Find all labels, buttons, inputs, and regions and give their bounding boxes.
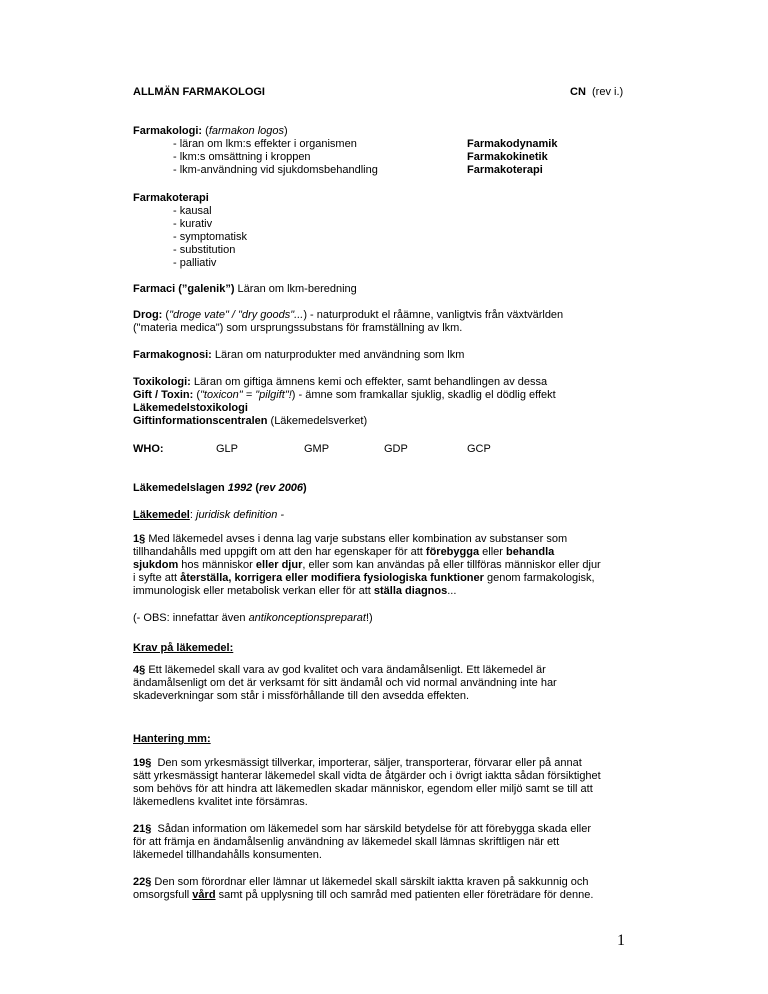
p1-text: i syfte att — [133, 572, 181, 584]
farmaci-section — [133, 283, 633, 296]
paragraph-22 — [133, 876, 633, 902]
term-farmakokinetik: Farmakokinetik — [467, 151, 548, 163]
paragraph-number: 4§ — [133, 664, 146, 676]
p1-text: genom farmakologisk, — [483, 572, 595, 584]
drog-section: Drog: ("droge vate" / "dry goods"...) - naturprodukt el råämne, vanligtvis från växtvärlden ("materia medica") som ursprungssubstans för framställning av lkm. — [133, 309, 633, 335]
farmakologi-item: - lkm:s omsättning i kroppen — [173, 151, 311, 163]
krav-heading-text: Krav på läkemedel: — [133, 642, 234, 654]
lakemedelstoxikologi-term: Läkemedelstoxikologi — [133, 402, 248, 414]
p1-emphasis: behandla — [506, 546, 555, 558]
farmakoterapi-item: - kurativ — [173, 218, 213, 230]
farmakognosi-section — [133, 349, 633, 362]
hantering-heading-text: Hantering mm: — [133, 733, 211, 745]
drog-term: Drog: — [133, 309, 163, 321]
rev-open-paren: ( — [255, 482, 259, 494]
p19-line: läkemedlens kvalitet inte försämras. — [133, 796, 308, 808]
rev-close-paren: ) — [303, 482, 307, 494]
farmakologi-item: - lkm-användning vid sjukdomsbehandling — [173, 164, 378, 176]
p4-line: Ett läkemedel skall vara av god kvalitet och vara ändamålsenligt. Ett läkemedel är — [148, 664, 546, 676]
obs-note — [133, 612, 633, 625]
term-farmakoterapi: Farmakoterapi — [467, 164, 543, 176]
paragraph-number: 1§ — [133, 533, 146, 545]
lakemedelslagen-revision: rev 2006 — [259, 482, 304, 494]
farmakoterapi-term: Farmakoterapi — [133, 192, 209, 204]
paragraph-number: 19§ — [133, 757, 152, 769]
p21-line: läkemedel tillhandahålls konsumenten. — [133, 849, 322, 861]
gift-text: - ämne som framkallar sjuklig, skadlig el dödlig effekt — [298, 389, 556, 401]
p1-text: eller — [479, 546, 506, 558]
document-title: ALLMÄN FARMAKOLOGI — [133, 86, 265, 98]
p22-emphasis: vård — [192, 889, 216, 901]
giftinformationscentralen-note: (Läkemedelsverket) — [270, 415, 368, 427]
gift-quote: "toxicon" = "pilgift"! — [200, 389, 292, 401]
paragraph-1 — [133, 533, 633, 598]
drog-text-continued: ("materia medica") som ursprungssubstans för framställning av lkm. — [133, 322, 463, 334]
obs-text: !) — [365, 612, 373, 624]
hantering-heading — [133, 733, 633, 746]
farmakoterapi-section — [133, 192, 633, 270]
p4-line: ändamålsenligt om det är verksamt för sitt ändamål och vid normal användning inte har — [133, 677, 557, 689]
p1-line: Med läkemedel avses i denna lag varje substans eller kombination av substanser som — [148, 533, 568, 545]
farmakologi-etymology: farmakon logos — [208, 125, 285, 137]
obs-text: (- OBS: innefattar även — [133, 612, 249, 624]
p19-line: sätt yrkesmässigt hanterar läkemedel skall vidta de åtgärder och i övrigt iaktta sådan försiktighet — [133, 770, 601, 782]
p1-emphasis: eller djur — [255, 559, 303, 571]
drog-text: - naturprodukt el råämne, vanligtvis från växtvärlden — [310, 309, 564, 321]
farmakoterapi-item: - substitution — [173, 244, 236, 256]
paragraph-19 — [133, 757, 633, 809]
farmakologi-item: - läran om lkm:s effekter i organismen — [173, 138, 357, 150]
p22-line: Den som förordnar eller lämnar ut läkemedel skall särskilt iaktta kraven på sakkunnig och — [154, 876, 589, 888]
revision-note: (rev i.) — [592, 86, 624, 98]
p21-line: Sådan information om läkemedel som har särskild betydelse för att förebygga skada eller — [157, 823, 591, 835]
p1-text: , eller som kan användas på eller tillföras människor eller djur — [302, 559, 601, 571]
farmakoterapi-item: - palliativ — [173, 257, 217, 269]
lakemedel-term: Läkemedel — [133, 509, 190, 521]
p1-emphasis: återställa, korrigera eller modifiera fysiologiska funktioner — [180, 572, 484, 584]
p1-emphasis: ställa diagnos — [373, 585, 448, 597]
lakemedelslagen-heading — [133, 482, 633, 495]
paragraph-4 — [133, 664, 633, 703]
who-item-gcp: GCP — [467, 443, 491, 455]
lakemedelslagen-year: 1992 — [227, 482, 253, 494]
farmakognosi-term: Farmakognosi: — [133, 349, 212, 361]
p1-text: tillhandahålls med uppgift om att den har egenskaper för att — [133, 546, 426, 558]
p1-emphasis: sjukdom — [133, 559, 179, 571]
farmakoterapi-item: - kausal — [173, 205, 212, 217]
p1-text: ... — [447, 585, 457, 597]
paragraph-21 — [133, 823, 633, 862]
p1-text: immunologisk eller metabolisk verkan eller för att — [133, 585, 374, 597]
toxikologi-section: Toxikologi: Läran om giftiga ämnens kemi och effekter, samt behandlingen av dessa Gift / Toxin: ("toxicon" = "pilgift"!) - ämne som framkallar sjuklig, skadlig el dödlig effekt Läkemedelstoxikologi Giftinformationscentralen (Läkemedelsverket) — [133, 376, 633, 428]
who-item-glp: GLP — [216, 443, 239, 455]
giftinformationscentralen-term: Giftinformationscentralen — [133, 415, 268, 427]
p21-line: för att främja en ändamålsenlig användning av läkemedel skall lämnas skriftligen när ett — [133, 836, 560, 848]
farmaci-text: Läran om lkm-beredning — [237, 283, 357, 295]
p1-emphasis: förebygga — [425, 546, 480, 558]
farmakologi-term: Farmakologi: — [133, 125, 203, 137]
farmakognosi-text: Läran om naturprodukter med användning som lkm — [214, 349, 465, 361]
paragraph-number: 22§ — [133, 876, 152, 888]
p22-text: samt på upplysning till och samråd med patienten eller företrädare för denne. — [215, 889, 594, 901]
author-initials: CN — [570, 86, 586, 98]
lakemedelslagen-title: Läkemedelslagen — [133, 482, 225, 494]
farmakologi-section: Farmakologi: (farmakon logos) - läran om lkm:s effekter i organismen - lkm:s omsättning i kroppen - lkm-användning vid sjukdomsbehandling — [133, 125, 633, 177]
who-item-gdp: GDP — [384, 443, 408, 455]
p19-line: som behövs för att hindra att läkemedlen skadar människor, egendom eller miljö samt se till att — [133, 783, 593, 795]
header-author — [570, 86, 623, 99]
toxikologi-text: Läran om giftiga ämnens kemi och effekter, samt behandlingen av dessa — [193, 376, 548, 388]
farmakoterapi-item: - symptomatisk — [173, 231, 247, 243]
p1-text: hos människor — [178, 559, 256, 571]
farmaci-term: Farmaci (”galenik”) — [133, 283, 235, 295]
page-number: 1 — [617, 932, 625, 949]
gift-term: Gift / Toxin: — [133, 389, 194, 401]
term-farmakodynamik: Farmakodynamik — [467, 138, 558, 150]
p19-line: Den som yrkesmässigt tillverkar, importerar, säljer, transporterar, förvarar eller på annat — [157, 757, 582, 769]
who-label: WHO: — [133, 443, 164, 455]
farmakologi-terms — [467, 138, 557, 177]
obs-emphasis: antikonceptionspreparat — [248, 612, 366, 624]
who-item-gmp: GMP — [304, 443, 330, 455]
krav-heading — [133, 642, 633, 655]
lakemedel-subtitle: juridisk definition - — [196, 509, 285, 521]
paragraph-number: 21§ — [133, 823, 152, 835]
drog-quote: "droge vate" / "dry goods"... — [169, 309, 304, 321]
toxikologi-term: Toxikologi: — [133, 376, 191, 388]
p4-line: skadeverkningar som står i missförhållande till den avsedda effekten. — [133, 690, 470, 702]
p22-text: omsorgsfull — [133, 889, 193, 901]
lakemedel-definition-heading — [133, 509, 633, 522]
lakemedel-colon: : — [189, 509, 193, 521]
